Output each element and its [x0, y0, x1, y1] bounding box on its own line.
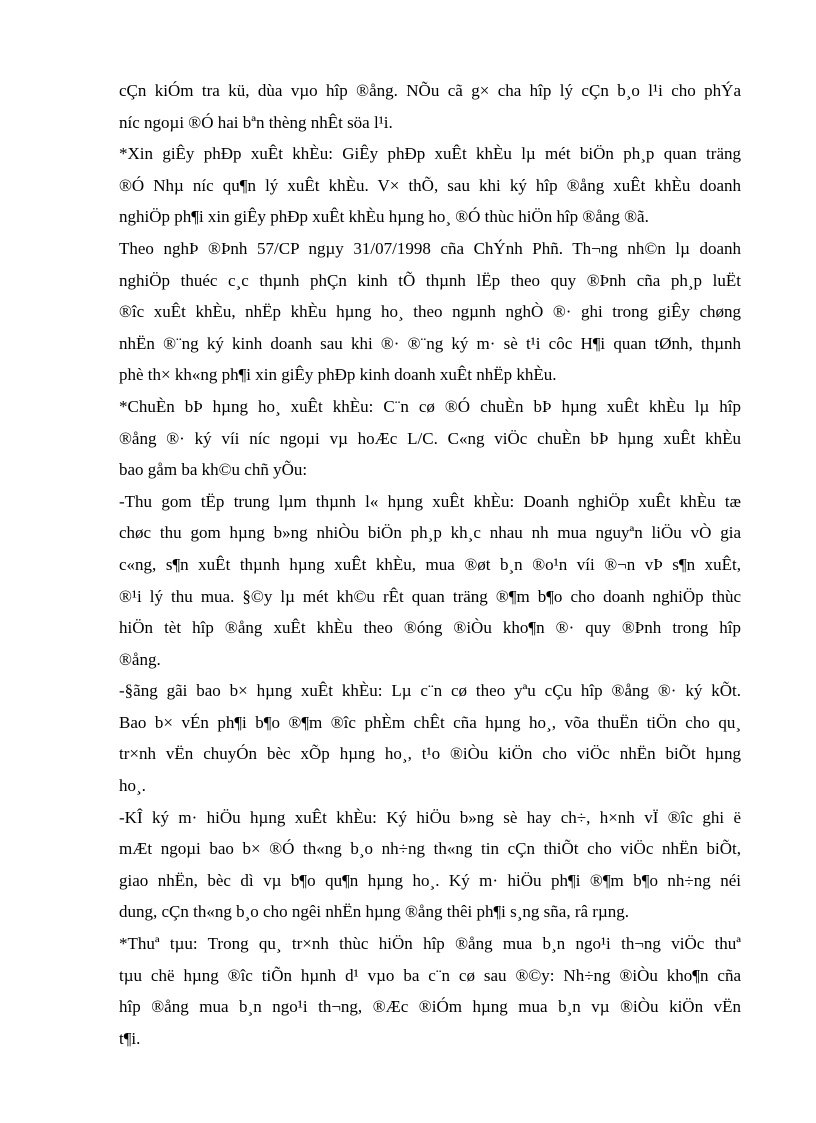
text-line: ®ång. — [119, 649, 161, 669]
text-line: ®Ó Nhµ níc qu¶n lý xuÊt khÈu. V× thÕ, sau khi ký hîp ®ång xuÊt khÈu doanh — [119, 175, 741, 195]
text-line: Theo nghÞ ®Þnh 57/CP ngµy 31/07/1998 cña ChÝnh Phñ. Th¬ng nh©n lµ doanh — [119, 238, 741, 258]
text-line: t¶i. — [119, 1028, 141, 1048]
text-line: *ChuÈn bÞ hµng ho¸ xuÊt khÈu: C¨n cø ®Ó chuÈn bÞ hµng xuÊt khÈu lµ hîp — [119, 396, 741, 416]
text-line: ®ång ®· ký víi níc ngoµi vµ hoÆc L/C. C«ng viÖc chuÈn bÞ hµng xuÊt khÈu — [119, 428, 741, 448]
text-line: *Thuª tµu: Trong qu¸ tr×nh thùc hiÖn hîp ®ång mua b¸n ngo¹i th¬ng viÖc thuª — [119, 934, 741, 954]
document-page — [119, 75, 741, 1054]
text-line: hîp ®ång mua b¸n ngo¹i th¬ng, ®Æc ®iÓm hµng mua b¸n vµ ®iÒu kiÖn vËn — [119, 997, 741, 1017]
text-line: -Thu gom tËp trung lµm thµnh l« hµng xuÊt khÈu: Doanh nghiÖp xuÊt khÈu tæ — [119, 491, 741, 511]
text-line: hiÖn tèt hîp ®ång xuÊt khÈu theo ®óng ®iÒu kho¶n ®· quy ®Þnh trong hîp — [119, 618, 741, 638]
text-line: tr×nh vËn chuyÓn bèc xÕp hµng ho¸, t¹o ®iÒu kiÖn cho viÖc nhËn biÕt hµng — [119, 744, 741, 764]
text-line: dung, cÇn th«ng b¸o cho ngêi nhËn hµng ®ång thêi ph¶i s¸ng sña, râ rµng. — [119, 902, 629, 922]
text-line: c«ng, s¶n xuÊt thµnh hµng xuÊt khÈu, mua ®øt b¸n ®o¹n víi ®¬n vÞ s¶n xuÊt, — [119, 554, 741, 574]
text-line: tµu chë hµng ®îc tiÕn hµnh d¹ vµo ba c¨n cø sau ®©y: Nh÷ng ®iÒu kho¶n cña — [119, 965, 741, 985]
text-line: -§ãng gãi bao b× hµng xuÊt khÈu: Lµ c¨n cø theo yªu cÇu hîp ®ång ®· ký kÕt. — [119, 681, 741, 701]
text-line: phè th× kh«ng ph¶i xin giÊy phÐp kinh doanh xuÊt nhËp khÈu. — [119, 365, 557, 385]
text-line: mÆt ngoµi bao b× ®Ó th«ng b¸o nh÷ng th«ng tin cÇn thiÕt cho viÖc nhËn biÕt, — [119, 839, 741, 859]
text-line: *Xin giÊy phÐp xuÊt khÈu: GiÊy phÐp xuÊt khÈu lµ mét biÖn ph¸p quan träng — [119, 144, 741, 164]
text-line: chøc thu gom hµng b»ng nhiÒu biÖn ph¸p kh¸c nhau nh mua nguyªn liÖu vÒ gia — [119, 523, 741, 543]
text-line: níc ngoµi ®Ó hai bªn thèng nhÊt söa l¹i. — [119, 112, 393, 132]
text-line: ®îc xuÊt khÈu, nhËp khÈu hµng ho¸ theo ngµnh nghÒ ®· ghi trong giÊy chøng — [119, 302, 741, 322]
text-line: -KÎ ký m· hiÖu hµng xuÊt khÈu: Ký hiÖu b»ng sè hay ch÷, h×nh vÏ ®îc ghi ë — [119, 807, 741, 827]
text-line: nghiÖp thuéc c¸c thµnh phÇn kinh tÕ thµnh lËp theo quy ®Þnh cña ph¸p luËt — [119, 270, 741, 290]
text-line: giao nhËn, bèc dì vµ b¶o qu¶n hµng ho¸. Ký m· hiÖu ph¶i ®¶m b¶o nh÷ng néi — [119, 870, 741, 890]
text-line: ®¹i lý thu mua. §©y lµ mét kh©u rÊt quan träng ®¶m b¶o cho doanh nghiÖp thùc — [119, 586, 741, 606]
text-line: ho¸. — [119, 776, 146, 796]
text-line: Bao b× vÉn ph¶i b¶o ®¶m ®îc phÈm chÊt cña hµng ho¸, võa thuËn tiÖn cho qu¸ — [119, 712, 741, 732]
text-line: nhËn ®¨ng ký kinh doanh sau khi ®· ®¨ng ký m· sè t¹i côc H¶i quan tØnh, thµnh — [119, 333, 741, 353]
text-line: cÇn kiÓm tra kü, dùa vµo hîp ®ång. NÕu cã g× cha hîp lý cÇn b¸o l¹i cho phÝa — [119, 81, 741, 100]
text-line: bao gåm ba kh©u chñ yÕu: — [119, 460, 308, 480]
text-line: nghiÖp ph¶i xin giÊy phÐp xuÊt khÈu hµng ho¸ ®Ó thùc hiÖn hîp ®ång ®ã. — [119, 207, 649, 227]
